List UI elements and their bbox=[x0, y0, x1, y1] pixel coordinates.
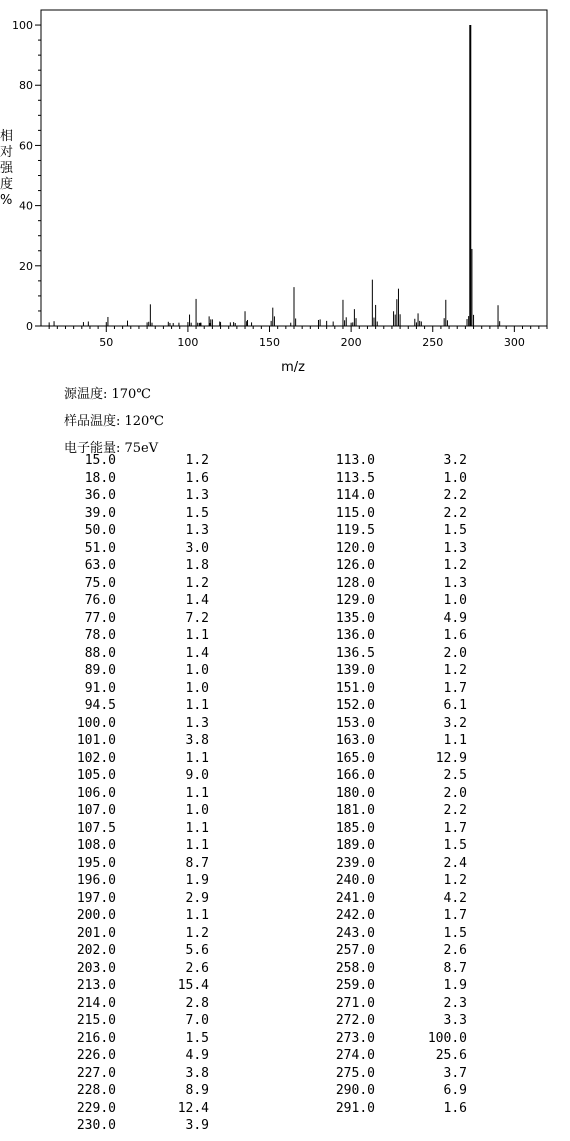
peak-table-row bbox=[0, 522, 570, 539]
peak-intensity: 1.2 bbox=[443, 663, 467, 678]
x-axis-label: m/z bbox=[281, 360, 305, 375]
peak-table-row bbox=[0, 452, 570, 469]
peak-table-row bbox=[0, 680, 570, 697]
peak-intensity: 1.0 bbox=[443, 470, 467, 486]
peak-mz: 202.0 bbox=[76, 943, 116, 958]
peak-table-row bbox=[0, 1030, 570, 1047]
peak-mz: 214.0 bbox=[76, 995, 116, 1011]
peak-intensity: 2.4 bbox=[443, 855, 467, 871]
peak-mz: 195.0 bbox=[76, 855, 116, 871]
peak-table-row bbox=[0, 925, 570, 942]
peak-mz: 200.0 bbox=[76, 908, 116, 923]
peak-intensity: 2.2 bbox=[443, 505, 467, 521]
peak-mz: 181.0 bbox=[335, 803, 375, 818]
peak-table-row bbox=[0, 697, 570, 714]
peak-intensity: 1.3 bbox=[185, 523, 209, 538]
peak-mz: 88.0 bbox=[84, 645, 116, 661]
peak-intensity: 1.9 bbox=[185, 873, 209, 888]
x-tick-label: 150 bbox=[259, 336, 281, 349]
y-tick-label: 80 bbox=[19, 79, 33, 93]
peak-mz: 213.0 bbox=[76, 978, 116, 993]
peak-intensity: 1.0 bbox=[185, 680, 209, 696]
peak-mz: 91.0 bbox=[84, 680, 116, 696]
peak-intensity: 1.1 bbox=[185, 820, 209, 836]
peak-intensity: 1.6 bbox=[443, 628, 467, 643]
peak-intensity: 1.1 bbox=[185, 785, 209, 801]
peak-table-row bbox=[0, 540, 570, 557]
peak-table-row bbox=[0, 855, 570, 872]
peak-mz: 258.0 bbox=[335, 960, 375, 976]
peak-intensity: 1.2 bbox=[185, 453, 209, 468]
peak-mz: 259.0 bbox=[335, 978, 375, 993]
peak-mz: 136.5 bbox=[335, 645, 375, 661]
peak-intensity: 1.2 bbox=[185, 575, 209, 591]
peak-intensity: 1.1 bbox=[185, 698, 209, 713]
peak-mz: 15.0 bbox=[84, 453, 116, 468]
peak-table-row bbox=[0, 890, 570, 907]
peak-mz: 100.0 bbox=[76, 715, 116, 731]
peak-mz: 201.0 bbox=[76, 925, 116, 941]
peak-intensity: 3.8 bbox=[185, 733, 209, 748]
peak-intensity: 2.3 bbox=[443, 995, 467, 1011]
peak-mz: 102.0 bbox=[76, 750, 116, 766]
spectrum-peaks bbox=[49, 25, 500, 326]
peak-mz: 180.0 bbox=[335, 785, 375, 801]
peak-intensity: 1.7 bbox=[443, 680, 467, 696]
peak-intensity: 1.5 bbox=[443, 925, 467, 941]
source-temperature: 源温度: 170℃ bbox=[64, 387, 151, 402]
peak-mz: 215.0 bbox=[76, 1013, 116, 1028]
peak-mz: 275.0 bbox=[335, 1065, 375, 1081]
peak-table-row bbox=[0, 732, 570, 749]
peak-mz: 239.0 bbox=[335, 855, 375, 871]
peak-mz: 163.0 bbox=[335, 733, 375, 748]
peak-mz: 291.0 bbox=[335, 1100, 375, 1116]
peak-mz: 119.5 bbox=[335, 523, 375, 538]
peak-table-row bbox=[0, 872, 570, 889]
peak-intensity: 1.3 bbox=[185, 715, 209, 731]
peak-mz: 227.0 bbox=[76, 1065, 116, 1081]
peak-intensity: 1.0 bbox=[185, 803, 209, 818]
peak-mz: 114.0 bbox=[335, 488, 375, 503]
peak-mz: 94.5 bbox=[84, 698, 116, 713]
peak-intensity: 1.3 bbox=[443, 575, 467, 591]
peak-mz: 76.0 bbox=[84, 593, 116, 608]
peak-intensity: 4.2 bbox=[443, 890, 467, 906]
peak-mz: 153.0 bbox=[335, 715, 375, 731]
peak-mz: 75.0 bbox=[84, 575, 116, 591]
peak-mz: 129.0 bbox=[335, 593, 375, 608]
y-axis-ticks bbox=[12, 19, 41, 333]
peak-mz: 228.0 bbox=[76, 1083, 116, 1098]
peak-mz: 242.0 bbox=[335, 908, 375, 923]
peak-intensity: 1.7 bbox=[443, 908, 467, 923]
peak-intensity: 15.4 bbox=[177, 978, 209, 993]
peak-table-row bbox=[0, 960, 570, 977]
peak-intensity: 1.8 bbox=[185, 558, 209, 573]
peak-mz: 257.0 bbox=[335, 943, 375, 958]
peak-mz: 185.0 bbox=[335, 820, 375, 836]
peak-intensity: 1.3 bbox=[443, 540, 467, 556]
peak-intensity: 8.9 bbox=[185, 1083, 209, 1098]
peak-intensity: 2.2 bbox=[443, 803, 467, 818]
mass-spectrum-chart bbox=[0, 0, 570, 380]
peak-table-row bbox=[0, 1117, 570, 1134]
peak-mz: 18.0 bbox=[84, 470, 116, 486]
peak-mz: 113.5 bbox=[335, 470, 375, 486]
peak-intensity: 7.2 bbox=[185, 610, 209, 626]
peak-table-row bbox=[0, 557, 570, 574]
peak-intensity: 1.2 bbox=[443, 873, 467, 888]
peak-intensity: 1.0 bbox=[443, 593, 467, 608]
x-tick-label: 50 bbox=[99, 336, 114, 349]
peak-intensity: 2.9 bbox=[185, 890, 209, 906]
x-tick-label: 250 bbox=[422, 336, 444, 349]
peak-intensity: 2.5 bbox=[443, 768, 467, 783]
peak-mz: 51.0 bbox=[84, 540, 116, 556]
peak-mz: 189.0 bbox=[335, 838, 375, 853]
peak-intensity: 1.2 bbox=[185, 925, 209, 941]
peak-mz: 166.0 bbox=[335, 768, 375, 783]
peak-intensity: 3.2 bbox=[443, 453, 467, 468]
peak-mz: 165.0 bbox=[335, 750, 375, 766]
peak-intensity: 12.9 bbox=[435, 750, 467, 766]
peak-table-row bbox=[0, 1012, 570, 1029]
peak-mz: 196.0 bbox=[76, 873, 116, 888]
peak-mz: 271.0 bbox=[335, 995, 375, 1011]
peak-table-row bbox=[0, 750, 570, 767]
peak-table-row bbox=[0, 1047, 570, 1064]
peak-table-row bbox=[0, 1065, 570, 1082]
peak-intensity: 1.5 bbox=[185, 1030, 209, 1046]
peak-table-row bbox=[0, 942, 570, 959]
peak-mz: 50.0 bbox=[84, 523, 116, 538]
peak-intensity: 4.9 bbox=[443, 610, 467, 626]
peak-table-row bbox=[0, 645, 570, 662]
peak-mz: 230.0 bbox=[76, 1118, 116, 1133]
peak-mz: 89.0 bbox=[84, 663, 116, 678]
peak-intensity: 1.4 bbox=[185, 593, 209, 608]
peak-intensity: 2.2 bbox=[443, 488, 467, 503]
peak-intensity: 1.1 bbox=[185, 908, 209, 923]
peak-table-row bbox=[0, 1100, 570, 1117]
peak-table-row bbox=[0, 610, 570, 627]
peak-mz: 243.0 bbox=[335, 925, 375, 941]
peak-table-row bbox=[0, 785, 570, 802]
peak-mz: 273.0 bbox=[335, 1030, 375, 1046]
peak-table-row bbox=[0, 575, 570, 592]
electron-energy: 电子能量: 75eV bbox=[64, 441, 159, 456]
peak-mz: 101.0 bbox=[76, 733, 116, 748]
peak-mz: 77.0 bbox=[84, 610, 116, 626]
peak-intensity: 4.9 bbox=[185, 1048, 209, 1063]
peak-intensity: 1.0 bbox=[185, 663, 209, 678]
peak-table-row bbox=[0, 837, 570, 854]
peak-mz: 139.0 bbox=[335, 663, 375, 678]
x-tick-label: 100 bbox=[177, 336, 199, 349]
peak-intensity: 1.1 bbox=[185, 628, 209, 643]
peak-table-row bbox=[0, 977, 570, 994]
peak-intensity: 8.7 bbox=[443, 960, 467, 976]
peak-intensity: 1.5 bbox=[185, 505, 209, 521]
peak-intensity: 7.0 bbox=[185, 1013, 209, 1028]
peak-table-row bbox=[0, 820, 570, 837]
peak-mz: 105.0 bbox=[76, 768, 116, 783]
peak-intensity: 1.5 bbox=[443, 523, 467, 538]
peak-mz: 240.0 bbox=[335, 873, 375, 888]
peak-table-row bbox=[0, 470, 570, 487]
peak-intensity: 3.2 bbox=[443, 715, 467, 731]
peak-intensity: 9.0 bbox=[185, 768, 209, 783]
peak-mz: 107.0 bbox=[76, 803, 116, 818]
y-tick-label: 100 bbox=[12, 19, 33, 33]
peak-intensity: 25.6 bbox=[435, 1048, 467, 1063]
peak-mz: 36.0 bbox=[84, 488, 116, 503]
peak-mz: 216.0 bbox=[76, 1030, 116, 1046]
peak-intensity: 3.3 bbox=[443, 1013, 467, 1028]
peak-intensity: 1.4 bbox=[185, 645, 209, 661]
peak-intensity: 8.7 bbox=[185, 855, 209, 871]
y-axis-label: 相对强度% bbox=[0, 129, 14, 208]
peak-intensity: 2.8 bbox=[185, 995, 209, 1011]
peak-mz: 274.0 bbox=[335, 1048, 375, 1063]
peak-intensity: 2.6 bbox=[443, 943, 467, 958]
peak-mz: 107.5 bbox=[76, 820, 116, 836]
peak-mz: 128.0 bbox=[335, 575, 375, 591]
peak-table-row bbox=[0, 662, 570, 679]
peak-intensity: 3.9 bbox=[185, 1118, 209, 1133]
peak-mz: 78.0 bbox=[84, 628, 116, 643]
peak-intensity: 3.8 bbox=[185, 1065, 209, 1081]
peak-table-row bbox=[0, 627, 570, 644]
sample-temperature: 样品温度: 120℃ bbox=[64, 414, 164, 429]
peak-mz: 113.0 bbox=[335, 453, 375, 468]
peak-intensity: 1.1 bbox=[185, 838, 209, 853]
peak-mz: 226.0 bbox=[76, 1048, 116, 1063]
peak-mz: 290.0 bbox=[335, 1083, 375, 1098]
peak-table-row bbox=[0, 1082, 570, 1099]
peak-intensity: 3.0 bbox=[185, 540, 209, 556]
peak-mz: 203.0 bbox=[76, 960, 116, 976]
peak-mz: 108.0 bbox=[76, 838, 116, 853]
peak-intensity: 2.0 bbox=[443, 645, 467, 661]
peak-intensity: 6.1 bbox=[443, 698, 467, 713]
peak-mz: 272.0 bbox=[335, 1013, 375, 1028]
peak-intensity: 1.7 bbox=[443, 820, 467, 836]
peak-table-row bbox=[0, 715, 570, 732]
peak-intensity: 12.4 bbox=[177, 1100, 209, 1116]
peak-table-row bbox=[0, 907, 570, 924]
y-tick-label: 60 bbox=[19, 139, 33, 153]
peak-table-row bbox=[0, 802, 570, 819]
peak-mz: 106.0 bbox=[76, 785, 116, 801]
peak-intensity: 2.6 bbox=[185, 960, 209, 976]
x-tick-label: 200 bbox=[340, 336, 362, 349]
peak-intensity: 1.6 bbox=[185, 470, 209, 486]
peak-intensity: 1.5 bbox=[443, 838, 467, 853]
y-tick-label: 20 bbox=[19, 259, 33, 273]
peak-table-row bbox=[0, 592, 570, 609]
peak-intensity: 5.6 bbox=[185, 943, 209, 958]
peak-mz: 241.0 bbox=[335, 890, 375, 906]
peak-mz: 197.0 bbox=[76, 890, 116, 906]
peak-mz: 39.0 bbox=[84, 505, 116, 521]
y-tick-label: 40 bbox=[19, 199, 33, 213]
peak-intensity: 1.3 bbox=[185, 488, 209, 503]
peak-intensity: 1.1 bbox=[443, 733, 467, 748]
peak-mz: 115.0 bbox=[335, 505, 375, 521]
peak-table-row bbox=[0, 505, 570, 522]
peak-mz: 135.0 bbox=[335, 610, 375, 626]
peak-intensity: 3.7 bbox=[443, 1065, 467, 1081]
peak-intensity: 100.0 bbox=[427, 1030, 467, 1046]
peak-mz: 126.0 bbox=[335, 558, 375, 573]
peak-mz: 151.0 bbox=[335, 680, 375, 696]
peak-intensity: 6.9 bbox=[443, 1083, 467, 1098]
peak-table-row bbox=[0, 995, 570, 1012]
peak-intensity: 1.6 bbox=[443, 1100, 467, 1116]
peak-intensity: 1.9 bbox=[443, 978, 467, 993]
peak-intensity: 1.1 bbox=[185, 750, 209, 766]
x-tick-label: 300 bbox=[503, 336, 525, 349]
peak-mz: 120.0 bbox=[335, 540, 375, 556]
peak-mz: 152.0 bbox=[335, 698, 375, 713]
y-tick-label: 0 bbox=[26, 320, 33, 333]
peak-mz: 136.0 bbox=[335, 628, 375, 643]
peak-table-row bbox=[0, 767, 570, 784]
peak-intensity: 1.2 bbox=[443, 558, 467, 573]
x-axis-ticks bbox=[49, 326, 547, 349]
peak-mz: 63.0 bbox=[84, 558, 116, 573]
peak-table-row bbox=[0, 487, 570, 504]
peak-mz: 229.0 bbox=[76, 1100, 116, 1116]
peak-intensity: 2.0 bbox=[443, 785, 467, 801]
